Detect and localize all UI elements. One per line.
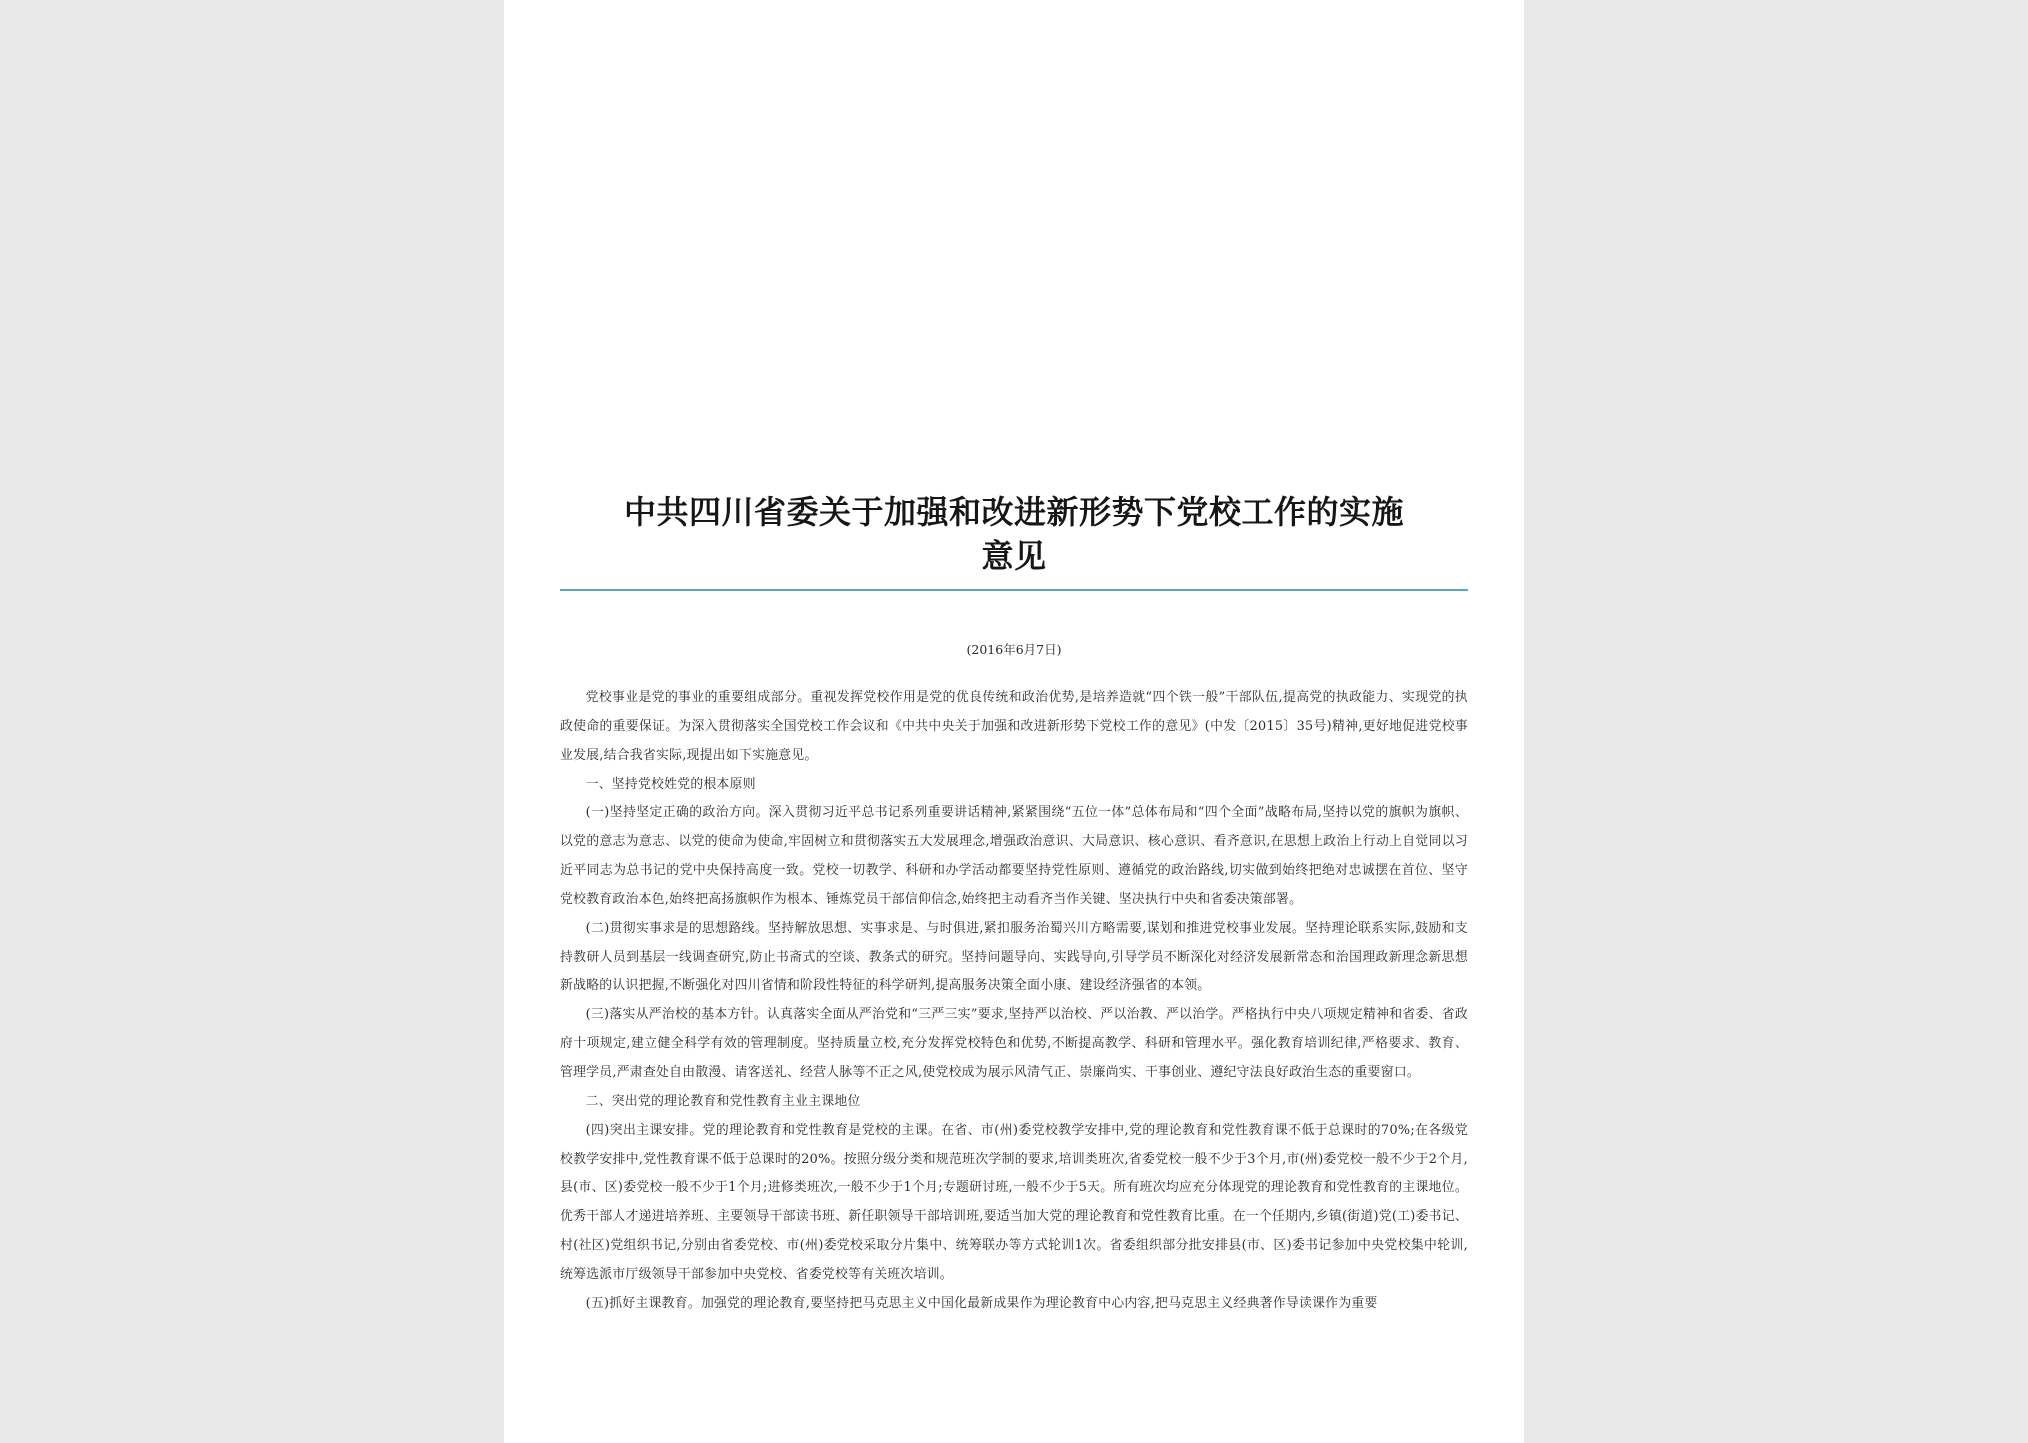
document-title-line-1: 中共四川省委关于加强和改进新形势下党校工作的实施 xyxy=(623,493,1404,531)
section-heading-1: 一、坚持党校姓党的根本原则 xyxy=(585,776,756,792)
paragraph-item-3: (三)落实从严治校的基本方针。认真落实全面从严治党和“三严三实”要求,坚持严以治校、严以治教、严以治学。严格执行中央八项规定精神和省委、省政府十项规定,建立健全科学有效的管理制度。坚持质量立校,充分发挥党校特色和优势,不断提高教学、科研和管理水平。强化教育培训纪律,严格要求、教育、管理学员,严肃查处自由散漫、请客送礼、经营人脉等不正之风,使党校成为展示风清气正、崇廉尚实、干事创业、遵纪守法良好政治生态的重要窗口。 xyxy=(560,1007,1468,1080)
document-body xyxy=(560,684,1468,1319)
intro-paragraph: 党校事业是党的事业的重要组成部分。重视发挥党校作用是党的优良传统和政治优势,是培养造就“四个铁一般”干部队伍,提高党的执政能力、实现党的执政使命的重要保证。为深入贯彻落实全国党校工作会议和《中共中央关于加强和改进新形势下党校工作的意见》(中发〔2015〕35号)精神,更好地促进党校事业发展,结合我省实际,现提出如下实施意见。 xyxy=(560,690,1468,763)
paragraph-item-2: (二)贯彻实事求是的思想路线。坚持解放思想、实事求是、与时俱进,紧扣服务治蜀兴川方略需要,谋划和推进党校事业发展。坚持理论联系实际,鼓励和支持教研人员到基层一线调查研究,防止书斋式的空谈、教条式的研究。坚持问题导向、实践导向,引导学员不断深化对经济发展新常态和治国理政新理念新思想新战略的认识把握,不断强化对四川省情和阶段性特征的科学研判,提高服务决策全面小康、建设经济强省的本领。 xyxy=(560,920,1468,994)
title-divider xyxy=(560,589,1468,591)
paragraph-item-1: (一)坚持坚定正确的政治方向。深入贯彻习近平总书记系列重要讲话精神,紧紧围绕“五位一体”总体布局和“四个全面”战略布局,坚持以党的旗帜为旗帜、以党的意志为意志、以党的使命为使命,牢固树立和贯彻落实五大发展理念,增强政治意识、大局意识、核心意识、看齐意识,在思想上政治上行动上自觉同以习近平同志为总书记的党中央保持高度一致。党校一切教学、科研和办学活动都要坚持党性原则、遵循党的政治路线,切实做到始终把绝对忠诚摆在首位、坚守党校教育政治本色,始终把高扬旗帜作为根本、锤炼党员干部信仰信念,始终把主动看齐当作关键、坚决执行中央和省委决策部署。 xyxy=(560,805,1468,907)
document-title-line-2: 意见 xyxy=(981,537,1047,575)
document-page xyxy=(504,0,1524,1443)
paragraph-item-4: (四)突出主课安排。党的理论教育和党性教育是党校的主课。在省、市(州)委党校教学安排中,党的理论教育和党性教育课不低于总课时的70%;在各级党校教学安排中,党性教育课不低于总课时的20%。按照分级分类和规范班次学制的要求,培训类班次,省委党校一般不少于3个月,市(州)委党校一般不少于2个月,县(市、区)委党校一般不少于1个月;进修类班次,一般不少于1个月;专题研讨班,一般不少于5天。所有班次均应充分体现党的理论教育和党性教育的主课地位。优秀干部人才递进培养班、主要领导干部读书班、新任职领导干部培训班,要适当加大党的理论教育和党性教育比重。在一个任期内,乡镇(街道)党(工)委书记、村(社区)党组织书记,分别由省委党校、市(州)委党校采取分片集中、统筹联办等方式轮训1次。省委组织部分批安排县(市、区)委书记参加中央党校集中轮训,统筹选派市厅级领导干部参加中央党校、省委党校等有关班次培训。 xyxy=(560,1122,1468,1282)
section-heading-2: 二、突出党的理论教育和党性教育主业主课地位 xyxy=(585,1093,861,1109)
paragraph-item-5: (五)抓好主课教育。加强党的理论教育,要坚持把马克思主义中国化最新成果作为理论教育中心内容,把马克思主义经典著作导读课作为重要 xyxy=(585,1295,1378,1311)
document-title xyxy=(560,490,1468,578)
document-date: (2016年6月7日) xyxy=(966,642,1062,657)
